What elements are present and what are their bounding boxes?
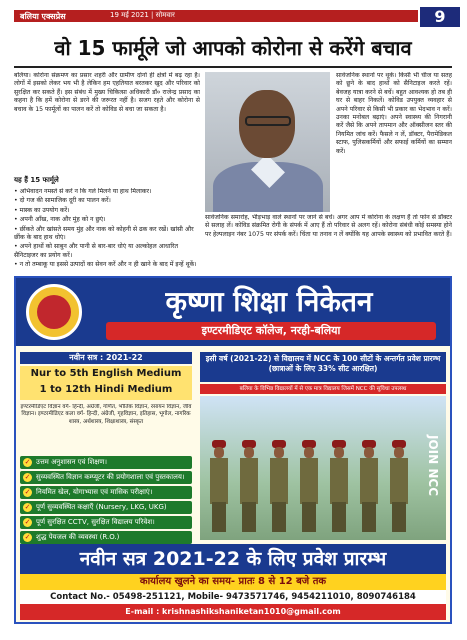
list-item: • मास्क का उपयोग करें। — [14, 207, 200, 215]
medium-hindi: 1 to 12th Hindi Medium — [39, 384, 173, 395]
check-icon: ✓ — [24, 473, 31, 481]
headline-rule — [14, 66, 452, 68]
join-ncc-label: JOIN NCC — [426, 435, 440, 497]
check-icon: ✓ — [24, 458, 31, 466]
list-item: • छींकते और खांसते समय मुंह और नाक को कोहनी से ढक कर रखें। खांसी और छींक के बाद हाथ धोएं। — [14, 226, 200, 243]
feature-label: शुद्ध पेयजल की व्यवस्था (R.O.) — [36, 533, 120, 541]
medium-box — [20, 366, 192, 400]
school-subtitle: इण्टरमीडिएट कॉलेज, नरही-बलिया — [106, 322, 436, 340]
contact-email: E-mail : krishnashikshaniketan1010@gmail.com — [20, 604, 446, 620]
article-right-column: सार्वजनिक स्थानों पर थूकें। किसी भी चीज या सतह को छूने के बाद हाथों को सैनिटाइज करते रहें। बेवजह यात्रा करने से बचें। बहुत आवश्यक हो तब ही घर से बाहर निकलें। कोविड उपयुक्त व्यवहार से अपने परिवार से किसी भी प्रकार का भेदभाव न करें। उनका मनोबल बढ़ाएं। अपने स्वास्थ्य की निगरानी करें जैसे कि अपने तापमान और ऑक्सीजन स्तर की नियमित जांच करें। फैसले न लें, डॉक्टर, पैरामेडिकल स्टाफ, पुलिसकर्मियों और सफाई कर्मियों का सम्मान करें। — [336, 72, 452, 155]
school-name: कृष्णा शिक्षा निकेतन — [165, 285, 373, 318]
article-bottom-right: सार्वजनिक समारोह, भीड़भाड़ वाले स्थानों पर जाने से बचें। अगर आप में कोरोना के लक्षण हैं तो फोन से डॉक्टर से सलाह लें। कोविड संक्रमित रोगी के संपर्क में आए हैं तो परिवार से अलग रहें। कोरोना संबंधी कोई समस्या होने पर हेल्पलाइन नंबर 1075 पर संपर्क करें। चिंता या तनाव न लें क्योंकि यह आपके स्वास्थ्य को प्रभावित करते हैं। — [205, 214, 452, 238]
feature-label: सुव्यवस्थित विज्ञान कम्प्यूटर की प्रयोगशाला एवं पुस्तकालय। — [36, 473, 185, 481]
logo-emblem — [37, 295, 71, 329]
officer-photo — [205, 72, 330, 212]
check-icon: ✓ — [24, 503, 31, 511]
cadet-figure — [358, 440, 380, 532]
check-icon: ✓ — [24, 488, 31, 496]
article-headline: वो 15 फार्मूले जो आपको कोरोना से करेंगे बचाव — [54, 36, 412, 60]
cadet-figure — [208, 440, 230, 532]
header-bar — [14, 10, 418, 22]
list-item: • दो गज की सामाजिक दूरी का पालन करें। — [14, 197, 200, 205]
feature-item — [20, 471, 192, 484]
check-icon: ✓ — [24, 518, 31, 526]
points-title: यह हैं 15 फार्मूले — [14, 176, 59, 184]
publication-date: 19 मई 2021 | सोमवार — [110, 11, 175, 19]
list-item: • अपनी आँख, नाक और मुंह को न छुएं। — [14, 216, 200, 224]
photo-glasses — [245, 116, 291, 126]
list-item: • न तो तम्बाकू या इससे उत्पादों का सेवन करें और न ही खाने के बाद में इन्हें थूकें। — [14, 261, 200, 268]
feature-item — [20, 516, 192, 529]
cadet-figure — [238, 440, 260, 532]
page-number: 9 — [420, 7, 460, 27]
feature-item — [20, 486, 192, 499]
list-item: • अपने हाथों को साबुन और पानी से बार-बार धोएं या अल्कोहल आधारित सैनिटाइजर का प्रयोग करें। — [14, 243, 200, 260]
points-list — [14, 188, 200, 268]
stream-details: इण्टरमीडिएट विज्ञान वर्ग- हिन्दी, अंग्रेजी, गणित, भौतिक विज्ञान, रसायन विज्ञान, जीव विज्ञान। इण्टरमीडिएट कला वर्ग- हिन्दी, अंग्रेजी, गृहविज्ञान, इतिहास, भूगोल, नागरिक शास्त्र, अर्थशास्त्र, शिक्षाशास्त्र, संस्कृत — [20, 404, 192, 425]
feature-label: पूर्ण सुरक्षित CCTV, सुरक्षित विद्यालय परिवेश। — [36, 518, 155, 526]
session-tag: नवीन सत्र : 2021-22 — [20, 352, 192, 364]
school-logo-icon — [26, 284, 82, 340]
publication-name: बलिया एक्सप्रेस — [20, 12, 66, 21]
list-item: • अभिवादन नमस्ते से करें न कि गले मिलने या हाथ मिलाकर। — [14, 188, 200, 196]
cadet-figure — [388, 440, 410, 532]
office-timings: कार्यालय खुलने का समय- प्रातः 8 से 12 बजे तक — [20, 574, 446, 590]
contact-numbers: Contact No.- 05498-251121, Mobile- 9473571746, 9454211010, 8090746184 — [20, 590, 446, 604]
feature-label: पूर्ण सुव्यवस्थित कक्षाएँ (Nursery, LKG, UKG) — [36, 503, 167, 511]
admission-banner: नवीन सत्र 2021-22 के लिए प्रवेश प्रारम्भ — [20, 544, 446, 574]
cadet-figure — [268, 440, 290, 532]
feature-label: उत्तम अनुशासन एवं शिक्षण। — [36, 458, 108, 466]
newspaper-header — [0, 0, 467, 28]
ncc-strip: बलिया के विभिन्न विद्यालयों में से एक मात्र विद्यालय जिसमें NCC की सुविधा उपलब्ध — [200, 384, 446, 394]
feature-item — [20, 501, 192, 514]
ad-header — [16, 278, 450, 346]
school-advertisement — [14, 276, 452, 624]
ncc-banner: इसी वर्ष (2021-22) से विद्यालय में NCC के 100 सीटों के अन्तर्गत प्रवेश प्रारम्भ (छात्राओं के लिए 33% सीट आरक्षित) — [200, 352, 446, 382]
article-intro: बलिया। कोरोना संक्रमण का प्रसार शहरी और ग्रामीण दोनों ही क्षेत्रों में बढ़ रहा है। लोगों में इसको लेकर भय भी है लेकिन हम एहतियात बरतकर खुद और परिवार को सुरक्षित कर सकते हैं। इस संबंध में मुख्य चिकित्सा अधिकारी डॉ० राजेन्द्र प्रसाद का कहना है कि हमें कोरोना से डरने की जरूरत नहीं है। सजग रहते और कोरोना से बचाव के 15 फार्मूलों का पालन करें तो कोविड से बचा जा सकता है। — [14, 72, 200, 113]
feature-item — [20, 456, 192, 469]
feature-label: नियमित खेल, योगाभ्यास एवं मासिक परीक्षाएं। — [36, 488, 153, 496]
cadet-figure — [298, 440, 320, 532]
medium-english: Nur to 5th English Medium — [30, 368, 182, 379]
ncc-cadets-photo — [200, 396, 446, 540]
cadet-figure — [328, 440, 350, 532]
check-icon: ✓ — [24, 533, 31, 541]
feature-item — [20, 531, 192, 544]
